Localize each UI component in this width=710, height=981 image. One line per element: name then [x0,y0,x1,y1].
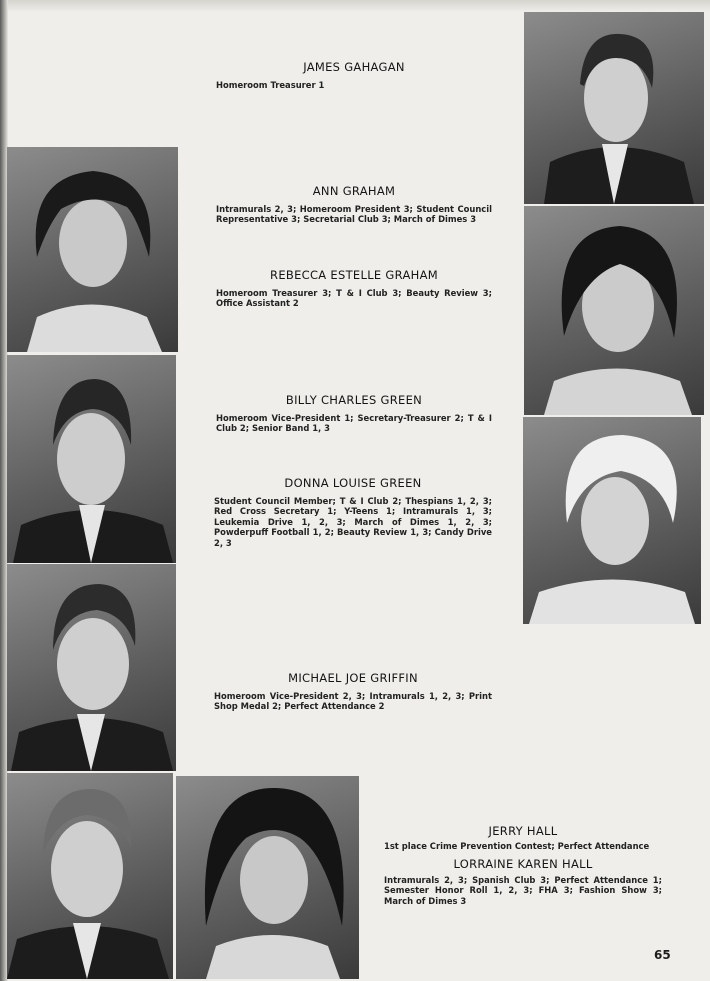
student-name: JAMES GAHAGAN [303,60,405,74]
portrait-billy-charles-green [7,355,176,563]
portrait-lorraine-karen-hall [176,776,359,979]
portrait-rebecca-estelle-graham [524,206,704,415]
student-activities: Homeroom Treasurer 3; T & I Club 3; Beauty Review 3; Office Assistant 2 [216,288,492,309]
portrait-michael-joe-griffin [7,564,176,771]
entry-jerry-hall [384,824,662,851]
student-activities: Intramurals 2, 3; Spanish Club 3; Perfect Attendance 1; Semester Honor Roll 1, 2, 3; FHA 3; Fashion Show 3; March of Dimes 3 [384,875,662,906]
portrait-jerry-hall [7,773,173,979]
student-activities: Homeroom Vice-President 1; Secretary-Treasurer 2; T & I Club 2; Senior Band 1, 3 [216,413,492,434]
student-name: JERRY HALL [488,824,558,838]
entry-ann-graham [216,184,492,225]
entry-rebecca-estelle-graham [216,268,492,309]
portrait-donna-louise-green [523,417,701,624]
student-activities: Homeroom Vice-President 2, 3; Intramurals 1, 2, 3; Print Shop Medal 2; Perfect Attendance 2 [214,691,492,712]
entry-michael-joe-griffin [214,671,492,712]
page-number: 65 [654,948,671,962]
entry-donna-louise-green [214,476,492,548]
student-activities: Homeroom Treasurer 1 [216,80,325,90]
student-activities: 1st place Crime Prevention Contest; Perfect Attendance [384,841,650,851]
student-name: ANN GRAHAM [312,184,396,198]
student-name: LORRAINE KAREN HALL [453,857,593,871]
student-name: DONNA LOUISE GREEN [284,476,422,490]
student-name: BILLY CHARLES GREEN [285,393,423,407]
portrait-ann-graham [7,147,178,352]
entry-lorraine-karen-hall [384,857,662,906]
page-top-edge [0,0,710,12]
entry-james-gahagan [216,60,492,90]
student-name: REBECCA ESTELLE GRAHAM [270,268,438,282]
student-name: MICHAEL JOE GRIFFIN [288,671,418,685]
student-activities: Intramurals 2, 3; Homeroom President 3; Student Council Representative 3; Secretarial Club 3; March of Dimes 3 [216,204,492,225]
student-activities: Student Council Member; T & I Club 2; Thespians 1, 2, 3; Red Cross Secretary 1; Y-Teens 1; Intramurals 1, 3; Leukemia Drive 1, 2, 3; March of Dimes 1, 2, 3; Powderpuff Football 1, 2; Beauty Review 1, 3; Candy Drive 2, 3 [214,496,492,548]
portrait-james-gahagan [524,12,704,204]
entry-billy-charles-green [216,393,492,434]
